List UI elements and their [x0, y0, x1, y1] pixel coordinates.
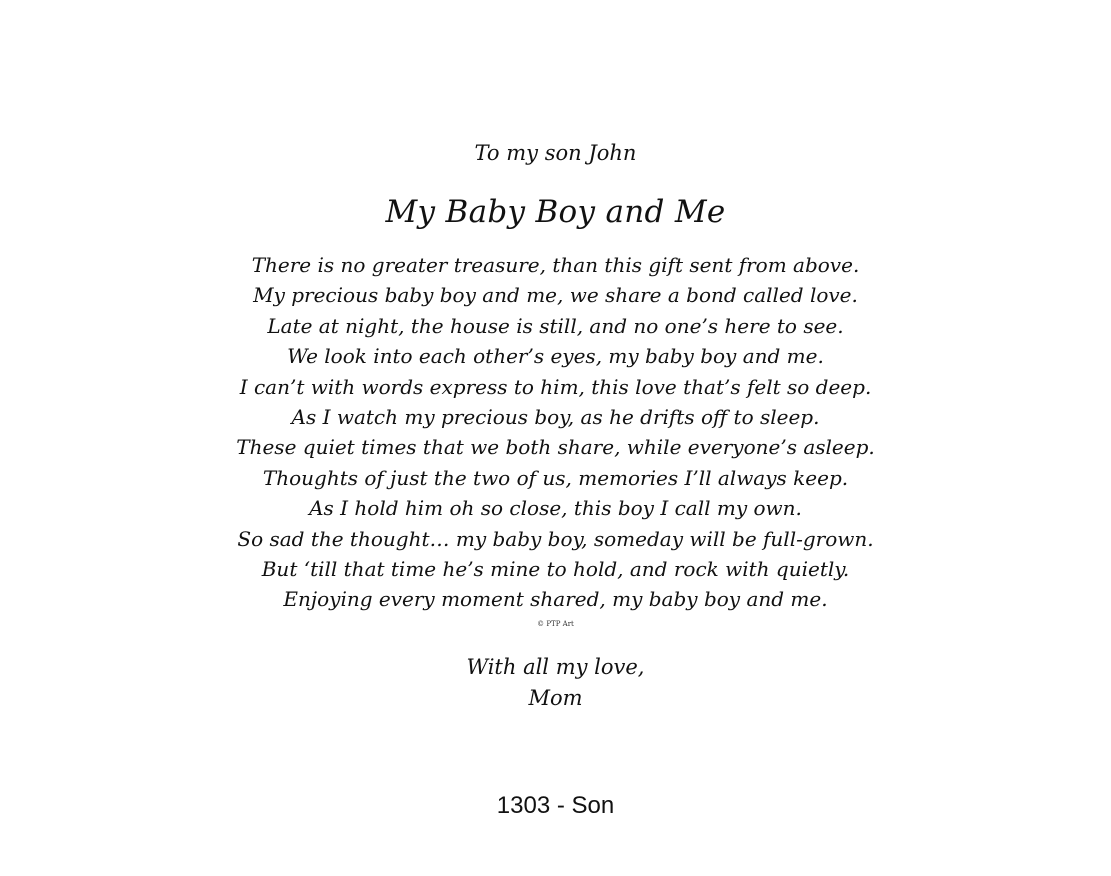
signoff-closing: With all my love,	[466, 655, 645, 679]
verse-line: Enjoying every moment shared, my baby boy and me.	[283, 587, 828, 612]
verse-line: As I hold him oh so close, this boy I call my own.	[309, 496, 802, 521]
verse-line: There is no greater treasure, than this gift sent from above.	[251, 253, 860, 277]
verse-line: These quiet times that we both share, while everyone’s asleep.	[236, 435, 875, 460]
verse-line: So sad the thought… my baby boy, someday will be full-grown.	[237, 526, 874, 551]
verse-line: We look into each other’s eyes, my baby boy and me.	[287, 344, 824, 369]
verse-line: I can’t with words express to him, this love that’s felt so deep.	[239, 374, 872, 399]
verse-line: But ‘till that time he’s mine to hold, and rock with quietly.	[261, 557, 850, 582]
verse-line: Thoughts of just the two of us, memories I’ll always keep.	[262, 465, 849, 490]
signoff-signature: Mom	[528, 686, 583, 710]
poem-verse	[0, 250, 1111, 615]
product-code: 1303 - Son	[496, 792, 615, 819]
dedication-line: To my son John	[474, 141, 637, 165]
verse-line: As I watch my precious boy, as he drifts off to sleep.	[291, 405, 820, 430]
copyright-mark: © PTP Art	[537, 620, 574, 628]
poem-title: My Baby Boy and Me	[385, 194, 726, 230]
verse-line: My precious baby boy and me, we share a bond called love.	[253, 283, 858, 308]
signoff	[0, 652, 1111, 714]
verse-line: Late at night, the house is still, and no one’s here to see.	[267, 313, 844, 338]
